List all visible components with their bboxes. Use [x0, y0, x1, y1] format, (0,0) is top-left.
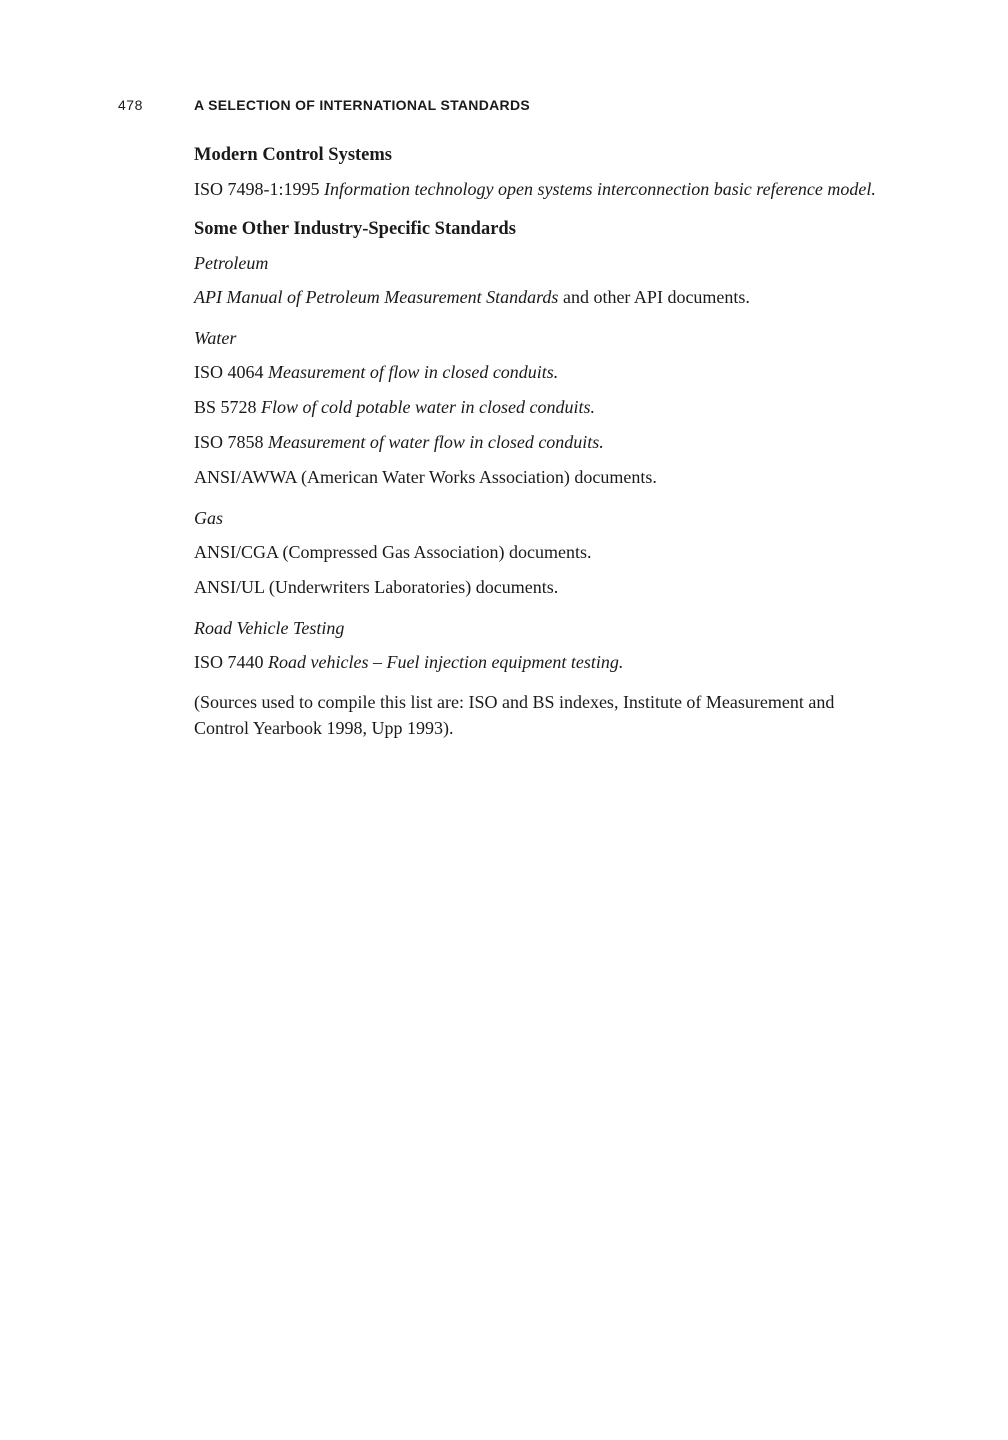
running-head	[118, 94, 898, 116]
page-number: 478	[118, 97, 143, 113]
standard-title: Flow of cold potable water in closed conduits.	[261, 397, 595, 417]
standard-title: Information technology open systems interconnection basic reference model.	[324, 179, 876, 199]
standard-code: ISO 7440	[194, 652, 264, 672]
section-heading-modern-control: Modern Control Systems	[194, 145, 393, 165]
standard-entry-iso-7440	[194, 649, 888, 675]
section-heading-industry: Some Other Industry-Specific Standards	[194, 219, 516, 239]
standard-title: Road vehicles – Fuel injection equipment testing.	[268, 652, 624, 672]
standard-entry-bs-5728	[194, 394, 888, 420]
standard-entry-ansi-awwa: ANSI/AWWA (American Water Works Association) documents.	[194, 467, 657, 487]
standard-entry-iso-7858	[194, 429, 888, 455]
standard-entry-ansi-cga: ANSI/CGA (Compressed Gas Association) documents.	[194, 542, 592, 562]
subhead-gas: Gas	[194, 508, 224, 528]
standard-title: API Manual of Petroleum Measurement Standards	[194, 287, 559, 307]
standard-code: BS 5728	[194, 397, 257, 417]
standard-note: and other API documents.	[562, 287, 750, 307]
subhead-water: Water	[194, 328, 237, 348]
standard-entry-iso-4064	[194, 359, 888, 385]
sources-note: (Sources used to compile this list are: ISO and BS indexes, Institute of Measurement and Control Yearbook 1998, Upp 1993).	[194, 692, 835, 738]
page-body	[194, 142, 888, 750]
subhead-petroleum: Petroleum	[194, 253, 269, 273]
subhead-road-vehicle-testing: Road Vehicle Testing	[194, 618, 345, 638]
running-title: A SELECTION OF INTERNATIONAL STANDARDS	[194, 97, 530, 113]
standard-entry-ansi-ul: ANSI/UL (Underwriters Laboratories) documents.	[194, 577, 559, 597]
standard-code: ISO 7498-1:1995	[194, 179, 320, 199]
standard-entry-api	[194, 284, 888, 310]
standard-code: ISO 4064	[194, 362, 264, 382]
standard-code: ISO 7858	[194, 432, 264, 452]
standard-title: Measurement of water flow in closed conduits.	[268, 432, 604, 452]
standard-title: Measurement of flow in closed conduits.	[268, 362, 559, 382]
standard-entry-iso-7498	[194, 176, 888, 202]
